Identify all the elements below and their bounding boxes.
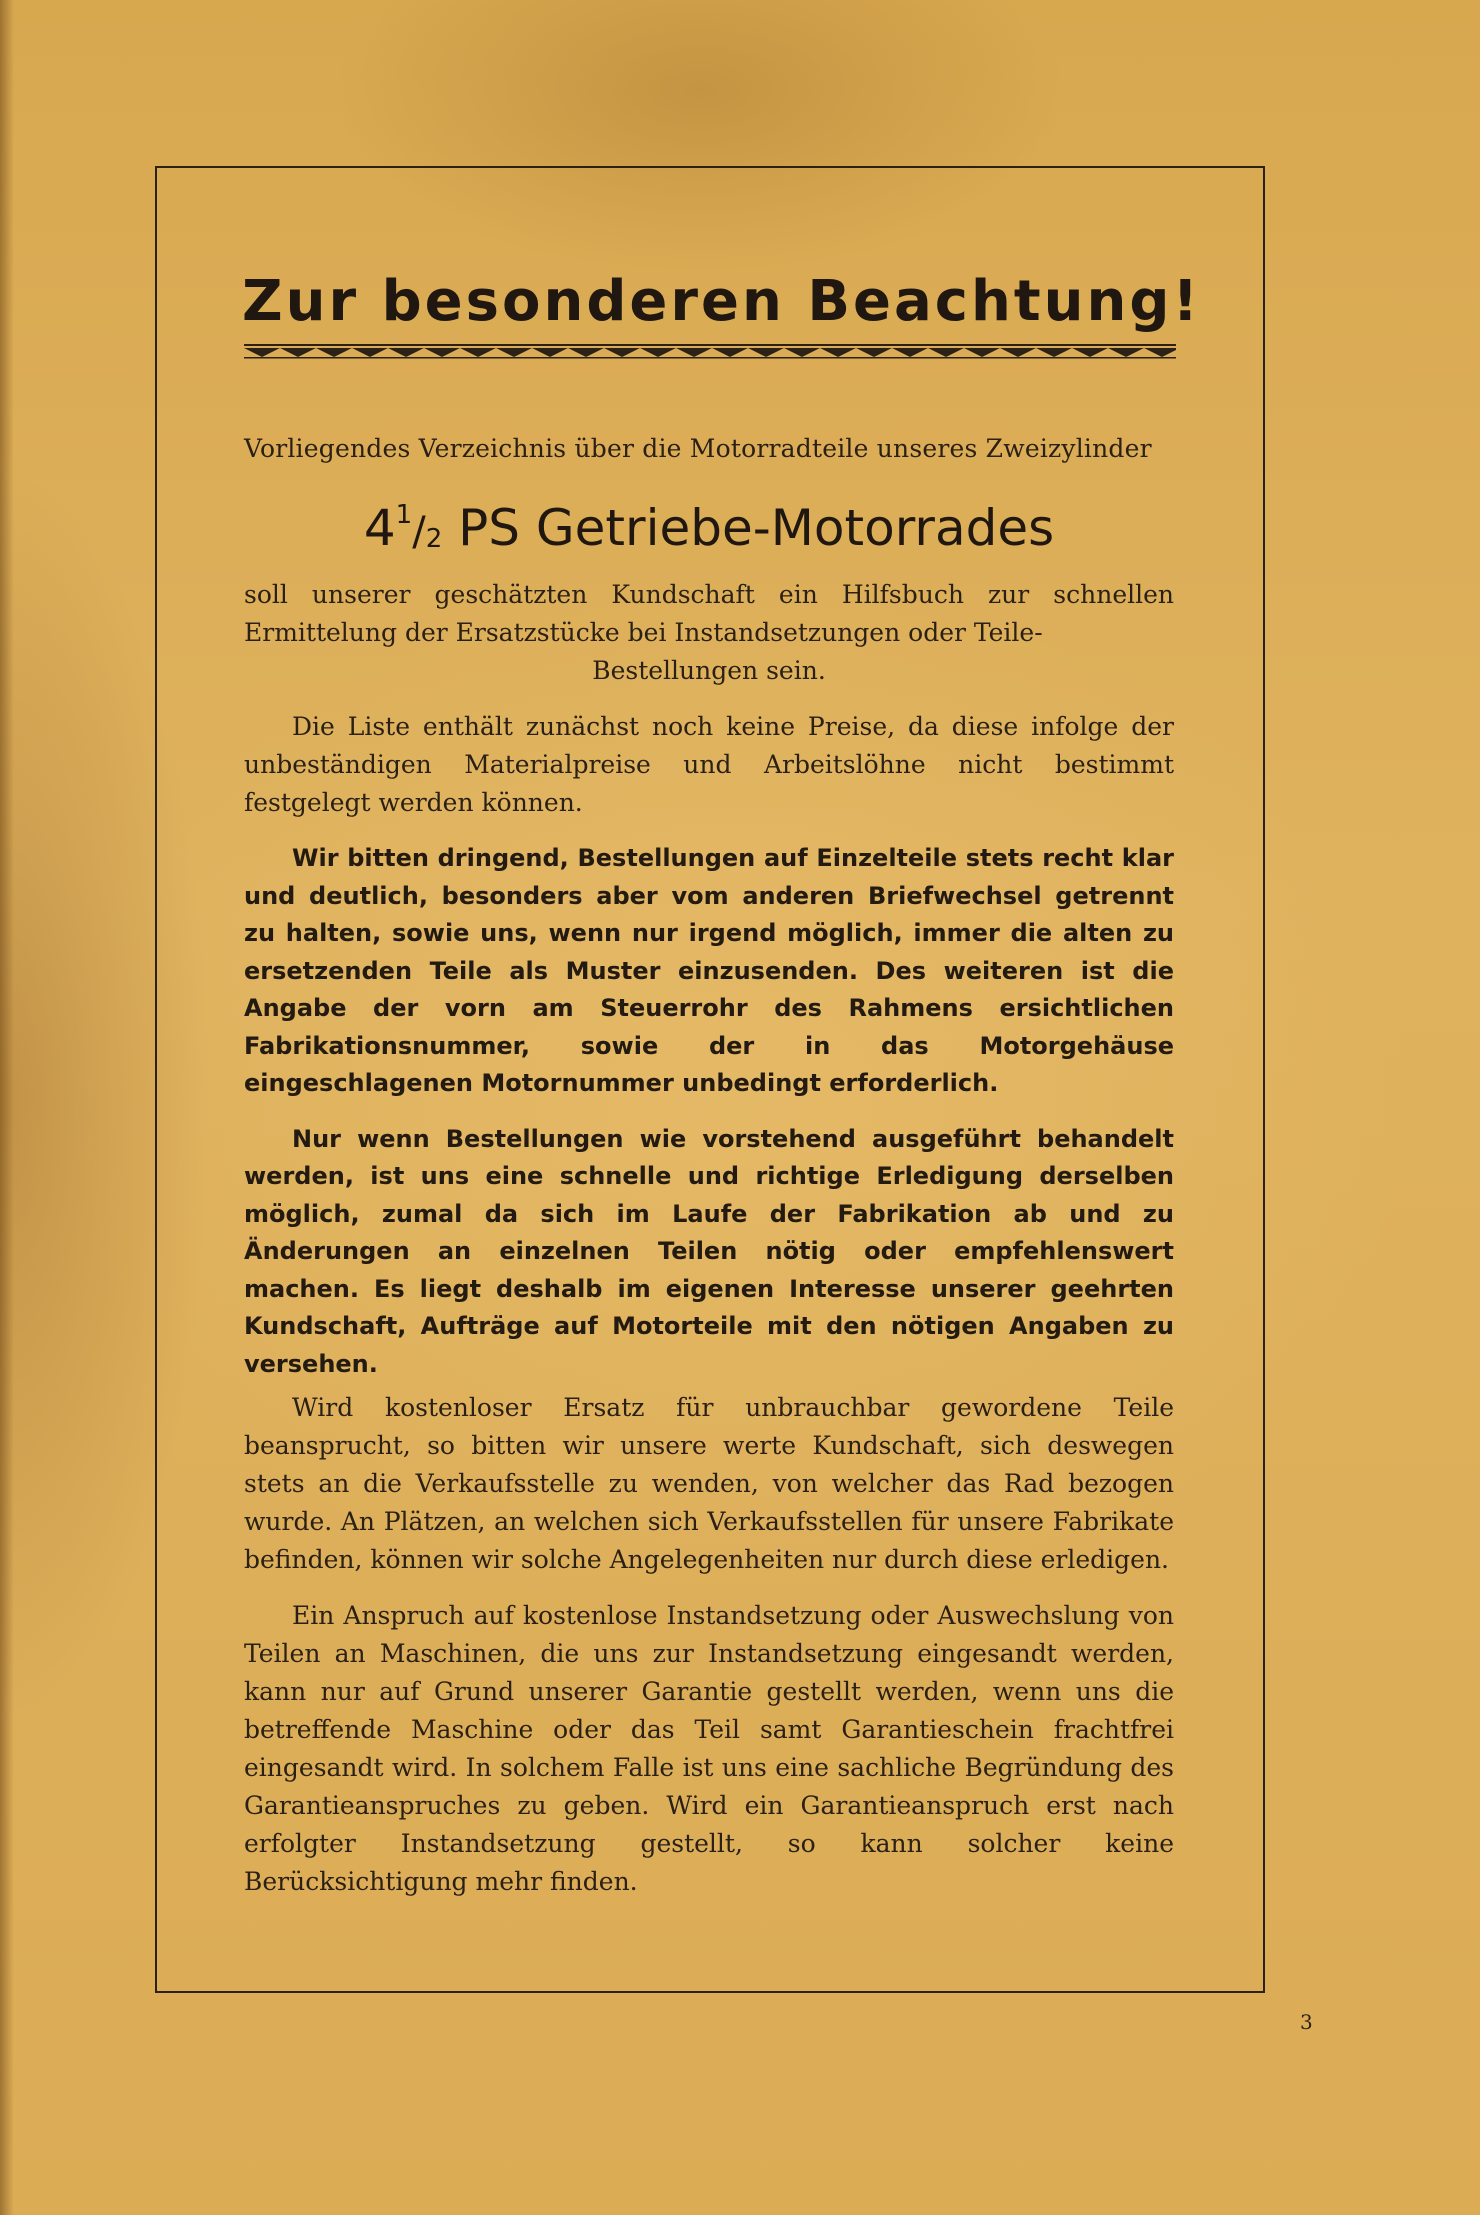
paragraph-prices: Die Liste enthält zunächst noch keine Preise, da diese infolge der unbeständigen Materialpreise und Arbeitslöhne nicht bestimmt festgelegt werden können. (244, 712, 1174, 817)
paragraph-warranty: Ein Anspruch auf kostenlose Instandsetzung oder Auswechslung von Teilen an Maschinen, die uns zur Instandsetzung eingesandt werden, kann nur auf Grund unserer Garantie gestellt werden, wenn uns die betreffende Maschine oder das Teil samt Garantieschein frachtfrei eingesandt wird. In solchem Falle ist uns eine sachliche Begründung des Garantieanspruches zu geben. Wird ein Garantieanspruch erst nach erfolgter Instandsetzung gestellt, so kann solcher keine Berücksichtigung mehr finden. (244, 1601, 1174, 1896)
page-title: Zur besonderen Beachtung! (242, 269, 1201, 334)
title-decorative-rule (244, 344, 1176, 360)
headline-whole-number: 4 (363, 499, 396, 557)
page-edge-shadow (0, 0, 14, 2215)
headline-text: PS Getriebe-Motorrades (458, 499, 1055, 557)
model-headline (244, 478, 1174, 576)
paragraph-order-handling: Nur wenn Bestellungen wie vorstehend ausgeführt behandelt werden, ist uns eine schnelle und richtige Erledigung derselben möglich, zumal da sich im Laufe der Fabrikation ab und zu Änderungen an einzelnen Teilen nötig oder empfehlenswert machen. Es liegt deshalb im eigenen Interesse unserer geehrten Kundschaft, Aufträge auf Motorteile mit den nötigen Angaben zu versehen. (244, 1124, 1174, 1378)
document-body (244, 430, 1174, 1901)
headline-fraction-slash: / (412, 509, 426, 555)
page-number: 3 (1300, 2010, 1313, 2034)
intro-line: Vorliegendes Verzeichnis über die Motorradteile unseres Zweizylinder (244, 434, 1152, 463)
headline-fraction-denominator: 2 (425, 524, 443, 554)
paragraph-purpose: soll unserer geschätzten Kundschaft ein Hilfsbuch zur schnellen Ermittelung der Ersatzstücke bei Instandsetzungen oder Teile- (244, 580, 1174, 647)
headline-fraction-numerator: 1 (395, 500, 413, 530)
paragraph-free-replacement: Wird kostenloser Ersatz für unbrauchbar gewordene Teile beansprucht, so bitten wir unsere werte Kundschaft, sich deswegen stets an die Verkaufsstelle zu wenden, von welcher das Rad bezogen wurde. An Plätzen, an welchen sich Verkaufsstellen für unsere Fabrikate befinden, können wir solche Angelegenheiten nur durch diese erledigen. (244, 1393, 1174, 1574)
paragraph-ordering-instructions: Wir bitten dringend, Bestellungen auf Einzelteile stets recht klar und deutlich, besonders aber vom anderen Briefwechsel getrennt zu halten, sowie uns, wenn nur irgend möglich, immer die alten zu ersetzenden Teile als Muster einzusenden. Des weiteren ist die Angabe der vorn am Steuerrohr des Rahmens ersichtlichen Fabrikationsnummer, sowie der in das Motorgehäuse eingeschlagenen Motornummer unbedingt erforderlich. (244, 844, 1174, 1097)
paragraph-purpose-end: Bestellungen sein. (592, 656, 826, 685)
